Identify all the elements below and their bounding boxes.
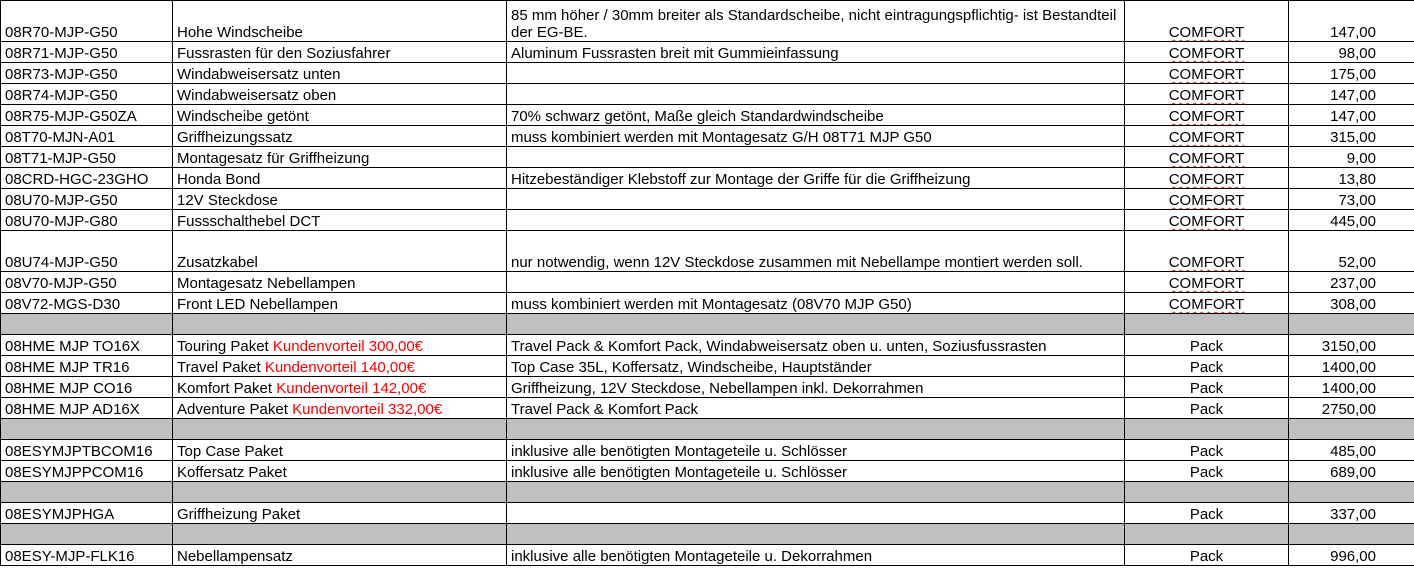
part-number: 08U70-MJP-G50	[1, 189, 173, 210]
table-row	[1, 189, 1414, 210]
table-row	[1, 377, 1414, 398]
part-number: 08U70-MJP-G80	[1, 210, 173, 231]
category: COMFORT	[1125, 63, 1289, 84]
part-description: Hitzebeständiger Klebstoff zur Montage der Griffe für die Griffheizung	[507, 168, 1125, 189]
category: Pack	[1125, 545, 1289, 566]
table-row	[1, 168, 1414, 189]
part-name: Nebellampensatz	[173, 545, 507, 566]
separator-row	[1, 524, 1414, 545]
part-number: 08HME MJP AD16X	[1, 398, 173, 419]
category: COMFORT	[1125, 272, 1289, 293]
price: 315,00	[1289, 126, 1414, 147]
customer-bonus: Kundenvorteil 140,00€	[264, 359, 415, 376]
part-name: Zusatzkabel	[173, 231, 507, 272]
part-name: Honda Bond	[173, 168, 507, 189]
part-name: Windabweisersatz unten	[173, 63, 507, 84]
price: 996,00	[1289, 545, 1414, 566]
table-row	[1, 231, 1414, 272]
table-row	[1, 293, 1414, 314]
part-description: inklusive alle benötigten Montageteile u. Schlösser	[507, 461, 1125, 482]
table-row	[1, 440, 1414, 461]
part-name: Griffheizungssatz	[173, 126, 507, 147]
part-description: 85 mm höher / 30mm breiter als Standardscheibe, nicht eintragungspflichtig- ist Bestandteil der EG-BE.	[507, 1, 1125, 42]
category: Pack	[1125, 440, 1289, 461]
price: 485,00	[1289, 440, 1414, 461]
pack-name: Travel Paket	[177, 359, 261, 376]
part-description: nur notwendig, wenn 12V Steckdose zusammen mit Nebellampe montiert werden soll.	[507, 231, 1125, 272]
part-description: inklusive alle benötigten Montageteile u. Dekorrahmen	[507, 545, 1125, 566]
part-name: Top Case Paket	[173, 440, 507, 461]
part-description: Griffheizung, 12V Steckdose, Nebellampen inkl. Dekorrahmen	[507, 377, 1125, 398]
price: 3150,00	[1289, 335, 1414, 356]
category: Pack	[1125, 461, 1289, 482]
part-name: 12V Steckdose	[173, 189, 507, 210]
part-description: muss kombiniert werden mit Montagesatz G/H 08T71 MJP G50	[507, 126, 1125, 147]
part-description	[507, 84, 1125, 105]
part-number: 08ESYMJPHGA	[1, 503, 173, 524]
part-name: Windabweisersatz oben	[173, 84, 507, 105]
part-name: Montagesatz für Griffheizung	[173, 147, 507, 168]
part-name: Front LED Nebellampen	[173, 293, 507, 314]
table-row	[1, 210, 1414, 231]
price: 175,00	[1289, 63, 1414, 84]
part-name: Fussrasten für den Soziusfahrer	[173, 42, 507, 63]
category: Pack	[1125, 356, 1289, 377]
part-name: Montagesatz Nebellampen	[173, 272, 507, 293]
part-name	[173, 356, 507, 377]
category: COMFORT	[1125, 105, 1289, 126]
separator-row	[1, 314, 1414, 335]
table-row	[1, 147, 1414, 168]
part-name: Griffheizung Paket	[173, 503, 507, 524]
part-number: 08HME MJP TR16	[1, 356, 173, 377]
price: 2750,00	[1289, 398, 1414, 419]
part-description	[507, 503, 1125, 524]
part-name	[173, 377, 507, 398]
part-number: 08CRD-HGC-23GHO	[1, 168, 173, 189]
price: 98,00	[1289, 42, 1414, 63]
part-description: inklusive alle benötigten Montageteile u. Schlösser	[507, 440, 1125, 461]
table-row	[1, 42, 1414, 63]
price: 1400,00	[1289, 377, 1414, 398]
part-number: 08R73-MJP-G50	[1, 63, 173, 84]
part-name: Fussschalthebel DCT	[173, 210, 507, 231]
part-number: 08U74-MJP-G50	[1, 231, 173, 272]
part-number: 08ESYMJPPCOM16	[1, 461, 173, 482]
pack-name: Touring Paket	[177, 338, 269, 355]
part-name: Koffersatz Paket	[173, 461, 507, 482]
price: 52,00	[1289, 231, 1414, 272]
category: COMFORT	[1125, 168, 1289, 189]
customer-bonus: Kundenvorteil 300,00€	[272, 338, 424, 355]
table-row	[1, 63, 1414, 84]
part-description: Aluminum Fussrasten breit mit Gummieinfassung	[507, 42, 1125, 63]
price: 147,00	[1289, 84, 1414, 105]
pack-name: Adventure Paket	[177, 401, 288, 418]
price: 147,00	[1289, 1, 1414, 42]
separator-row	[1, 482, 1414, 503]
part-number: 08T71-MJP-G50	[1, 147, 173, 168]
part-number: 08ESYMJPTBCOM16	[1, 440, 173, 461]
category: COMFORT	[1125, 189, 1289, 210]
price: 337,00	[1289, 503, 1414, 524]
category: COMFORT	[1125, 126, 1289, 147]
table-row	[1, 503, 1414, 524]
table-row	[1, 356, 1414, 377]
category: Pack	[1125, 335, 1289, 356]
part-number: 08HME MJP CO16	[1, 377, 173, 398]
table-row	[1, 461, 1414, 482]
table-row	[1, 105, 1414, 126]
price: 147,00	[1289, 105, 1414, 126]
price: 308,00	[1289, 293, 1414, 314]
customer-bonus: Kundenvorteil 332,00€	[292, 401, 443, 418]
part-number: 08T70-MJN-A01	[1, 126, 173, 147]
customer-bonus: Kundenvorteil 142,00€	[276, 380, 427, 397]
price: 237,00	[1289, 272, 1414, 293]
part-description: muss kombiniert werden mit Montagesatz (08V70 MJP G50)	[507, 293, 1125, 314]
price: 1400,00	[1289, 356, 1414, 377]
price: 13,80	[1289, 168, 1414, 189]
category: COMFORT	[1125, 293, 1289, 314]
part-name: Windscheibe getönt	[173, 105, 507, 126]
table-row	[1, 335, 1414, 356]
table-row	[1, 398, 1414, 419]
part-description: Top Case 35L, Koffersatz, Windscheibe, Hauptständer	[507, 356, 1125, 377]
part-number: 08R74-MJP-G50	[1, 84, 173, 105]
separator-row	[1, 419, 1414, 440]
part-name	[173, 335, 507, 356]
part-description: Travel Pack & Komfort Pack, Windabweisersatz oben u. unten, Soziusfussrasten	[507, 335, 1125, 356]
part-number: 08R70-MJP-G50	[1, 1, 173, 42]
table-row	[1, 1, 1414, 42]
category: Pack	[1125, 503, 1289, 524]
price: 9,00	[1289, 147, 1414, 168]
part-description: Travel Pack & Komfort Pack	[507, 398, 1125, 419]
category: COMFORT	[1125, 147, 1289, 168]
category: Pack	[1125, 377, 1289, 398]
part-description	[507, 210, 1125, 231]
category: COMFORT	[1125, 1, 1289, 42]
category: COMFORT	[1125, 42, 1289, 63]
table-row	[1, 545, 1414, 566]
part-number: 08R75-MJP-G50ZA	[1, 105, 173, 126]
part-name: Hohe Windscheibe	[173, 1, 507, 42]
part-description: 70% schwarz getönt, Maße gleich Standardwindscheibe	[507, 105, 1125, 126]
price: 689,00	[1289, 461, 1414, 482]
table-row	[1, 272, 1414, 293]
part-number: 08V72-MGS-D30	[1, 293, 173, 314]
category: COMFORT	[1125, 84, 1289, 105]
category: Pack	[1125, 398, 1289, 419]
price: 445,00	[1289, 210, 1414, 231]
pack-name: Komfort Paket	[177, 380, 273, 397]
table-row	[1, 126, 1414, 147]
part-number: 08HME MJP TO16X	[1, 335, 173, 356]
category: COMFORT	[1125, 210, 1289, 231]
table-row	[1, 84, 1414, 105]
part-number: 08V70-MJP-G50	[1, 272, 173, 293]
part-number: 08ESY-MJP-FLK16	[1, 545, 173, 566]
part-description	[507, 272, 1125, 293]
part-name	[173, 398, 507, 419]
part-description	[507, 147, 1125, 168]
part-description	[507, 189, 1125, 210]
price: 73,00	[1289, 189, 1414, 210]
part-description	[507, 63, 1125, 84]
category: COMFORT	[1125, 231, 1289, 272]
part-number: 08R71-MJP-G50	[1, 42, 173, 63]
